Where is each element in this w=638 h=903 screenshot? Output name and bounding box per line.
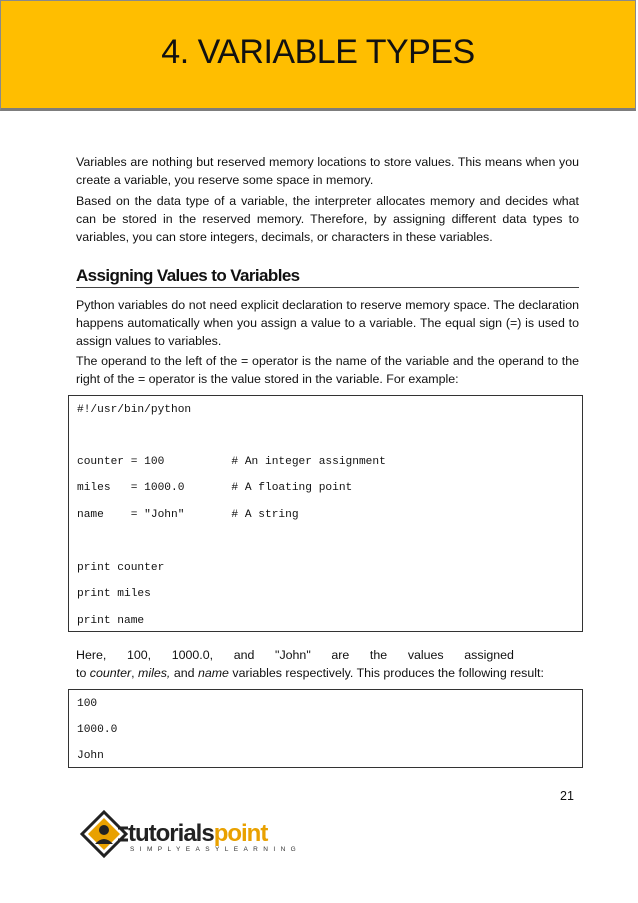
result-text: and: [170, 666, 198, 680]
var-name: name: [197, 666, 229, 680]
intro-paragraph-1: Variables are nothing but reserved memory locations to store values. This means when you create a variable, you reserve some space in memory.: [76, 155, 579, 187]
intro-paragraph-2: Based on the data type of a variable, the interpreter allocates memory and decides what can be stored in the reserved memory. Therefore, by assigning different data types to variables, you can store integers, decimals, or characters in these variables.: [76, 194, 579, 244]
brand-wordmark: [128, 820, 267, 848]
code-line: name = "John" # A string: [77, 509, 299, 521]
output-box: [68, 689, 583, 768]
chapter-banner: [0, 0, 636, 111]
code-line: print counter: [77, 562, 165, 574]
code-line: miles = 1000.0 # A floating point: [77, 482, 353, 494]
chapter-title: 4. VARIABLE TYPES: [161, 33, 475, 71]
result-line-1: Here, 100, 1000.0, and "John" are the values assigned: [76, 648, 514, 662]
code-example-box: [68, 395, 583, 632]
var-counter: counter: [89, 666, 132, 680]
output-line: 1000.0: [77, 724, 118, 736]
result-text: ,: [131, 666, 139, 680]
code-line: print name: [77, 615, 145, 627]
result-line-2: [76, 664, 579, 682]
var-miles: miles,: [138, 666, 171, 680]
output-line: 100: [77, 698, 98, 710]
brand-main: tutorials: [128, 820, 214, 847]
result-text: variables respectively. This produces the following result:: [228, 666, 544, 680]
section-paragraph-1: Python variables do not need explicit declaration to reserve memory space. The declaration happens automatically when you assign a value to a variable. The equal sign (=) is used to assign values to variables.: [76, 298, 579, 348]
code-line: print miles: [77, 588, 151, 600]
result-text: to: [76, 666, 90, 680]
brand-tagline: SIMPLYEASYLEARNING: [130, 846, 302, 853]
code-line: counter = 100 # An integer assignment: [77, 456, 386, 468]
output-line: John: [77, 750, 104, 762]
code-line: #!/usr/bin/python: [77, 404, 192, 416]
section-paragraph-2: The operand to the left of the = operator is the name of the variable and the operand to the right of the = operator is the value stored in the variable. For example:: [76, 354, 579, 386]
brand-accent: point: [213, 820, 268, 847]
section-heading: Assigning Values to Variables: [76, 266, 579, 288]
page-number: 21: [560, 789, 574, 803]
